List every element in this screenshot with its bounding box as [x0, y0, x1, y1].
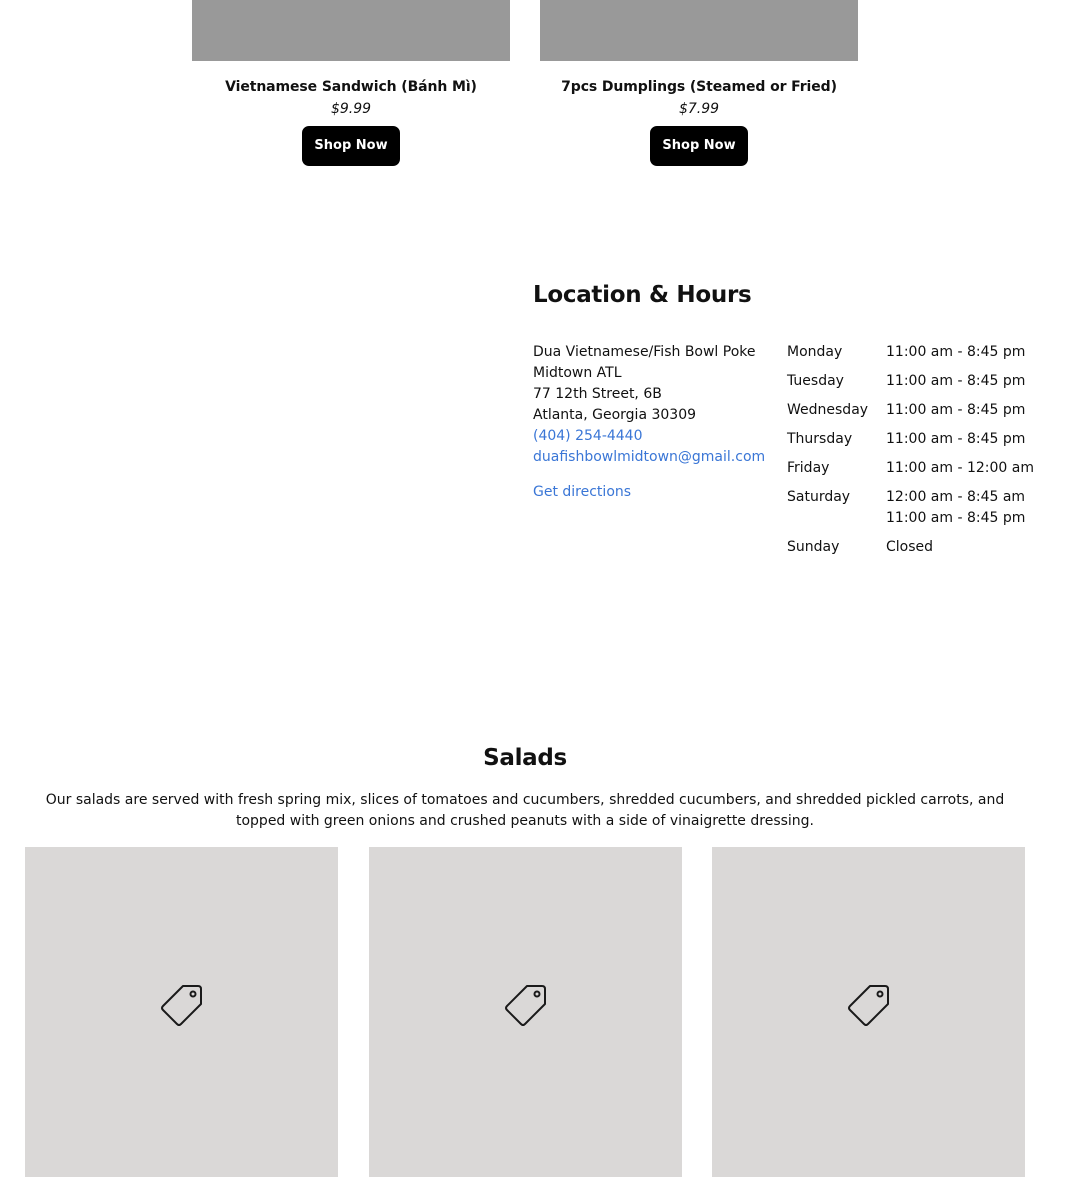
salads-section-title: Salads	[483, 745, 567, 771]
tag-icon	[160, 983, 204, 1027]
tag-icon	[847, 983, 891, 1027]
hours-row-sunday	[787, 537, 1037, 558]
product-name[interactable]: Vietnamese Sandwich (Bánh Mì)	[225, 79, 477, 95]
day-label: Monday	[787, 344, 843, 360]
hours-time: 11:00 am - 8:45 pm	[886, 373, 1026, 389]
street-address: 77 12th Street, 6B	[533, 386, 662, 402]
hours-time: Closed	[886, 539, 934, 555]
hours-times	[886, 429, 1037, 450]
get-directions-link[interactable]: Get directions	[533, 484, 632, 500]
salad-product-card[interactable]	[369, 847, 682, 1177]
phone-link[interactable]: (404) 254-4440	[533, 428, 643, 444]
hours-row-friday	[787, 458, 1037, 479]
product-name[interactable]: 7pcs Dumplings (Steamed or Fried)	[561, 79, 837, 95]
tag-icon	[504, 983, 548, 1027]
salad-product-card[interactable]	[712, 847, 1025, 1177]
hours-times	[886, 458, 1037, 479]
day-label: Sunday	[787, 539, 840, 555]
product-card[interactable]	[192, 0, 510, 166]
salad-product-card[interactable]	[25, 847, 338, 1177]
hours-time: 11:00 am - 12:00 am	[886, 460, 1034, 476]
city-state-zip: Atlanta, Georgia 30309	[533, 407, 697, 423]
hours-row-saturday	[787, 487, 1037, 529]
hours-time: 11:00 am - 8:45 pm	[886, 510, 1026, 526]
business-name-line2: Midtown ATL	[533, 365, 622, 381]
salads-description: Our salads are served with fresh spring mix, slices of tomatoes and cucumbers, shredded cucumbers, and shredded pickled carrots, and topped with green onions and crushed peanuts with a side of vinaigrette dressing.	[45, 792, 1005, 829]
hours-time: 11:00 am - 8:45 pm	[886, 344, 1026, 360]
hours-row-thursday	[787, 429, 1037, 450]
hours-time: 11:00 am - 8:45 pm	[886, 431, 1026, 447]
product-price: $9.99	[330, 101, 372, 117]
hours-times	[886, 371, 1037, 392]
hours-row-wednesday	[787, 400, 1037, 421]
hours-times	[886, 537, 1037, 558]
hours-row-tuesday	[787, 371, 1037, 392]
address-block	[533, 342, 783, 503]
hours-row-monday	[787, 342, 1037, 363]
business-name-line1: Dua Vietnamese/Fish Bowl Poke	[533, 344, 756, 360]
day-label: Saturday	[787, 489, 851, 505]
hours-time: 11:00 am - 8:45 pm	[886, 402, 1026, 418]
hours-times	[886, 342, 1037, 363]
email-link[interactable]: duafishbowlmidtown@gmail.com	[533, 449, 766, 465]
hours-time: 12:00 am - 8:45 am	[886, 489, 1026, 505]
product-image[interactable]	[540, 0, 858, 61]
hours-times	[886, 400, 1037, 421]
day-label: Friday	[787, 460, 830, 476]
hours-table	[787, 342, 1037, 566]
shop-now-button[interactable]: Shop Now	[302, 126, 400, 166]
day-label: Wednesday	[787, 402, 869, 418]
day-label: Thursday	[787, 431, 853, 447]
hours-times	[886, 487, 1037, 529]
product-card[interactable]	[540, 0, 858, 166]
shop-now-button[interactable]: Shop Now	[650, 126, 748, 166]
location-hours-title: Location & Hours	[533, 282, 752, 308]
product-price: $7.99	[678, 101, 720, 117]
product-image[interactable]	[192, 0, 510, 61]
day-label: Tuesday	[787, 373, 844, 389]
